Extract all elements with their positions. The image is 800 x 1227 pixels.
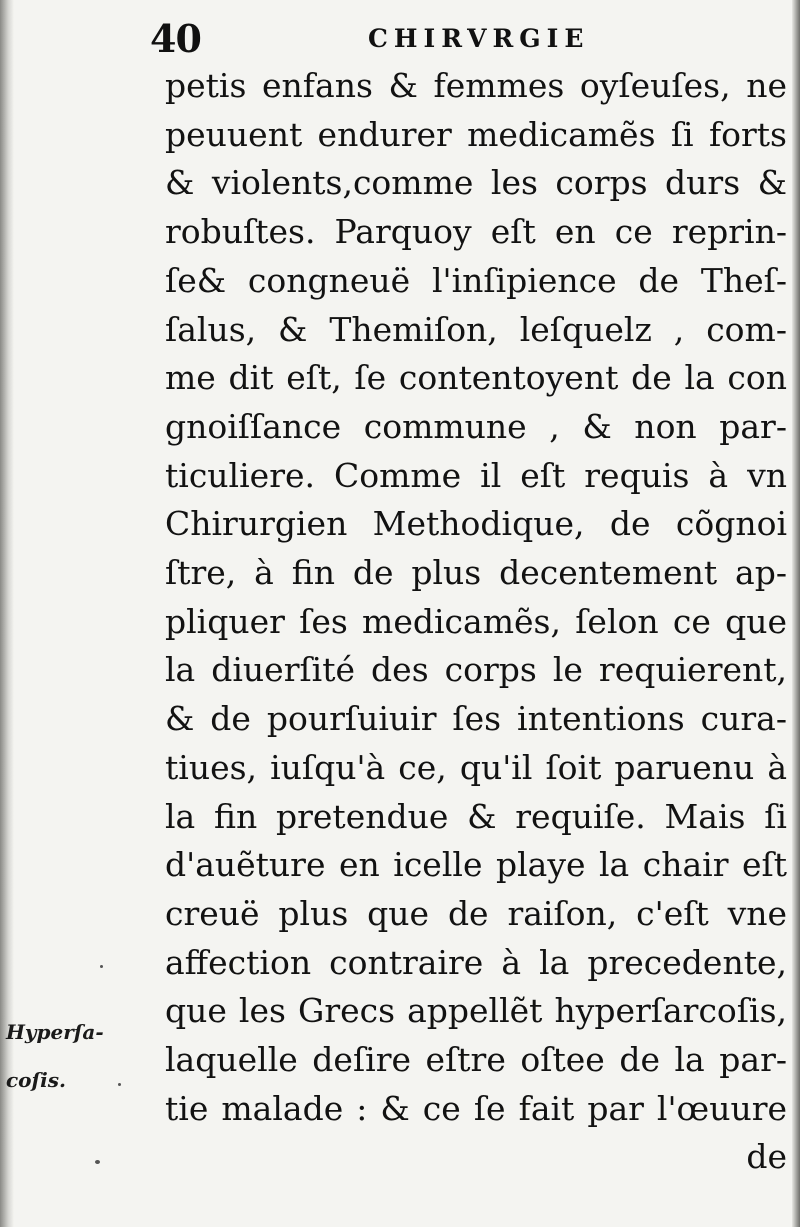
- ink-speck: [100, 965, 103, 968]
- text-line: peuuent endurer medicamẽs ſi forts: [165, 114, 787, 154]
- text-line: Chirurgien Methodique, de cõgnoi: [165, 504, 787, 544]
- text-line: que les Grecs appellẽt hyperſarcoſis,: [165, 991, 787, 1031]
- text-line: me dit eſt, ſe contentoyent de la con: [165, 358, 787, 398]
- marginal-note: [6, 1008, 156, 1104]
- marginal-note-line: Hyperſa-: [6, 1020, 104, 1044]
- text-line: d'auẽture en icelle playe la chair eſt: [165, 845, 787, 885]
- ink-speck: [118, 1083, 121, 1086]
- body-text: [165, 62, 787, 1182]
- text-line: petis enfans & femmes oyſeuſes, ne: [165, 66, 787, 105]
- text-line: & violents,comme les corps durs &: [165, 163, 787, 203]
- page-header: [150, 14, 790, 62]
- text-line: laquelle deſire eſtre oſtee de la par-: [165, 1040, 787, 1080]
- text-line: tiues, iuſqu'à ce, qu'il ſoit paruenu à: [165, 747, 787, 787]
- text-line: la fin pretendue & requiſe. Mais ſi: [165, 796, 787, 836]
- text-line: tie malade : & ce ſe fait par l'œuure: [165, 1088, 787, 1128]
- page-number: 40: [150, 16, 201, 61]
- marginal-note-line: coſis.: [6, 1068, 66, 1092]
- text-line: robuſtes. Parquoy eſt en ce reprin-: [165, 212, 787, 252]
- text-line: la diuerſité des corps le requierent,: [165, 650, 787, 690]
- ink-speck: [95, 1160, 100, 1164]
- text-line: ſalus, & Themiſon, leſquelz , com-: [165, 309, 787, 349]
- text-line: gnoiſſance commune , & non par-: [165, 406, 787, 446]
- text-line: pliquer ſes medicamẽs, ſelon ce que: [165, 601, 787, 641]
- text-line: ticuliere. Comme il eſt requis à vn: [165, 455, 787, 495]
- text-line: affection contraire à la precedente,: [165, 942, 787, 982]
- text-line: creuë plus que de raiſon, c'eſt vne: [165, 893, 787, 933]
- catchword: de: [746, 1137, 787, 1177]
- running-title: CHIRVRGIE: [368, 24, 590, 53]
- page-edge: [792, 0, 800, 1227]
- text-line: ſtre, à fin de plus decentement ap-: [165, 553, 787, 593]
- text-line: & de pourſuiuir ſes intentions cura-: [165, 699, 787, 739]
- text-line: ſe& congneuë l'inſipience de Theſ-: [165, 260, 787, 300]
